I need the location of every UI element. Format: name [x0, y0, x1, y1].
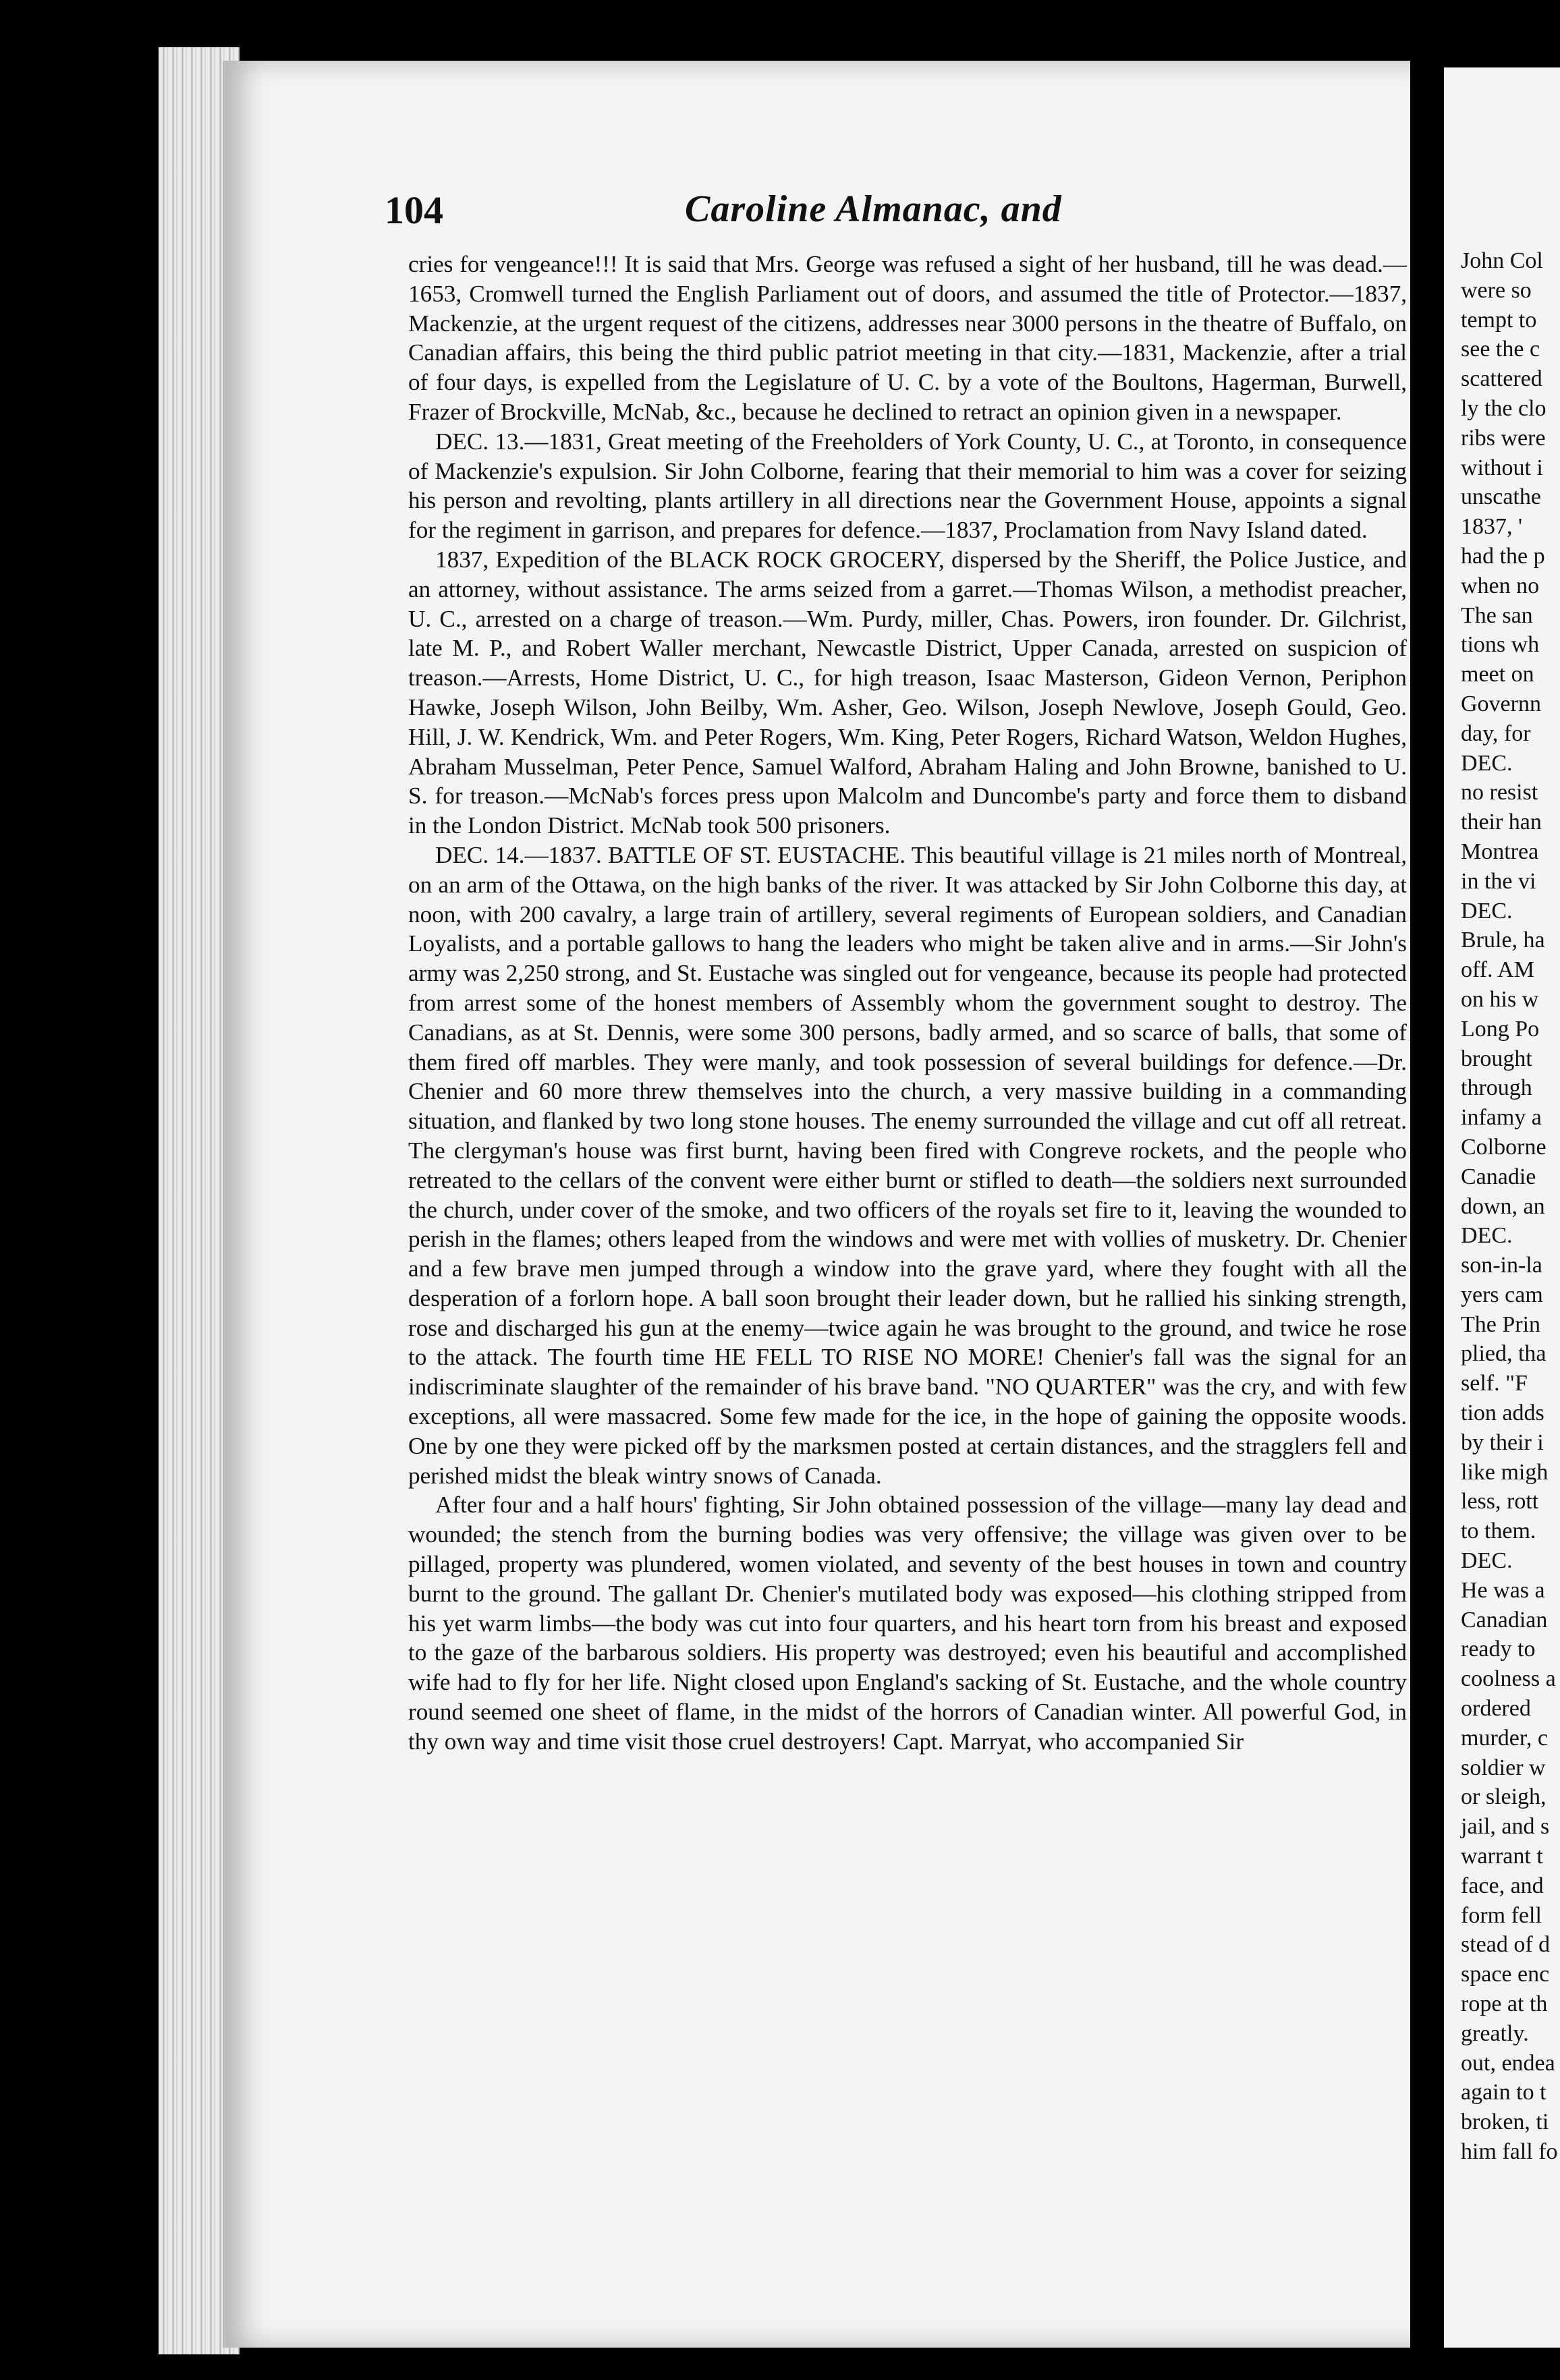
facing-page-line: to them. [1461, 1519, 1536, 1544]
page-header [385, 188, 1410, 242]
facing-page-line: down, an [1461, 1193, 1545, 1219]
facing-page-line: greatly. [1461, 2020, 1529, 2046]
facing-page-line: yers cam [1461, 1282, 1543, 1307]
facing-page-line: face, and [1461, 1873, 1544, 1898]
facing-page-line: jail, and s [1461, 1814, 1550, 1840]
facing-page-line: ready to [1461, 1637, 1536, 1662]
facing-page-line: brought [1461, 1046, 1532, 1071]
facing-page-line: DEC. [1461, 898, 1513, 924]
facing-page-line: on his w [1461, 986, 1539, 1012]
running-title: Caroline Almanac, and [685, 188, 1062, 230]
facing-page-line: ly the clo [1461, 395, 1547, 421]
facing-page-line: Canadian [1461, 1607, 1548, 1633]
facing-page-line: Governn [1461, 691, 1541, 716]
facing-page-line: less, rott [1461, 1489, 1539, 1514]
facing-page-line: plied, tha [1461, 1341, 1547, 1367]
facing-page-line: self. "F [1461, 1371, 1528, 1396]
facing-page-line: again to t [1461, 2080, 1547, 2105]
facing-page-line: 1837, ' [1461, 514, 1523, 540]
facing-page-line: when no [1461, 573, 1540, 598]
facing-page-line: tion adds [1461, 1400, 1544, 1426]
facing-page [1444, 67, 1560, 2348]
paragraph: After four and a half hours' fighting, Sir John obtained possession of the village—many lay dead and wounded; the stench from the burning bodies was very offensive; the village was given over to be pillaged, property was plundered, women violated, and seventy of the best houses in town and country burnt to the ground. The gallant Dr. Chenier's mutilated body was exposed—his clothing stripped from his yet warm limbs—the body was cut into four quarters, and his heart torn from his breast and exposed to the gaze of the barbarous soldiers. His property was destroyed; even his beautiful and accomplished wife had to fly for her life. Night closed upon England's sacking of St. Eustache, and the whole country round seemed one sheet of flame, in the midst of the horrors of Canadian winter. All powerful God, in thy own way and time visit those cruel destroyers! Capt. Marryat, who accompanied Sir [408, 1492, 1407, 1755]
paragraph: cries for vengeance!!! It is said that Mrs. George was refused a sight of her husband, till he was dead.—1653, Cromwell turned the English Parliament out of doors, and assumed the title of Protector.—1837, Mackenzie, at the urgent request of the citizens, addresses near 3000 persons in the theatre of Buffalo, on Canadian affairs, this being the third public patriot meeting in that city.—1831, Mackenzie, after a trial of four days, is expelled from the Legislature of U. C. by a vote of the Boultons, Hagerman, Burwell, Frazer of Brockville, McNab, &c., because he declined to retract an opinion given in a newspaper. [408, 251, 1407, 425]
paragraph: 1837, Expedition of the BLACK ROCK GROCERY, dispersed by the Sheriff, the Police Justice, and an attorney, without assistance. The arms seized from a garret.—Thomas Wilson, a methodist preacher, U. C., arrested on a charge of treason.—Wm. Purdy, miller, Chas. Powers, iron founder. Dr. Gilchrist, late M. P., and Robert Waller merchant, Newcastle District, Upper Canada, arrested on suspicion of treason.—Arrests, Home District, U. C., for high treason, Isaac Masterson, Gideon Vernon, Periphon Hawke, Joseph Wilson, John Beilby, Wm. Asher, Geo. Wilson, Joseph Newlove, Joseph Gould, Geo. Hill, J. W. Kendrick, Wm. and Peter Rogers, Wm. King, Peter Rogers, Richard Watson, Weldon Hughes, Abraham Musselman, Peter Pence, Samuel Walford, Abraham Haling and John Browne, banished to U. S. for treason.—McNab's forces press upon Malcolm and Duncombe's party and force them to disband in the London District. McNab took 500 prisoners. [408, 546, 1407, 839]
facing-page-line: The Prin [1461, 1311, 1541, 1337]
facing-page-line: were so [1461, 277, 1532, 303]
facing-page-line: stead of d [1461, 1932, 1551, 1958]
facing-page-line: Long Po [1461, 1016, 1540, 1042]
book-gutter [1410, 54, 1444, 2354]
facing-page-line: through [1461, 1075, 1532, 1101]
facing-page-line: space enc [1461, 1962, 1550, 1987]
paragraph: DEC. 13.—1831, Great meeting of the Freeholders of York County, U. C., at Toronto, in consequence of Mackenzie's expulsion. Sir John Colborne, fearing that their memorial to him was a cover for seizing his person and revolting, plants artillery in all directions near the Government House, appoints a signal for the regiment in garrison, and prepares for defence.—1837, Proclamation from Navy Island dated. [408, 428, 1407, 544]
body-text [408, 250, 1407, 1757]
facing-page-line: day, for [1461, 720, 1531, 746]
facing-page-line: meet on [1461, 662, 1534, 687]
facing-page-line: rope at th [1461, 1991, 1548, 2017]
facing-page-line: DEC. [1461, 1223, 1513, 1249]
page-number: 104 [385, 188, 443, 232]
paragraph: DEC. 14.—1837. BATTLE OF ST. EUSTACHE. This beautiful village is 21 miles north of Montreal, on an arm of the Ottawa, on the high banks of the river. It was attacked by Sir John Colborne this day, at noon, with 200 cavalry, a large train of artillery, several regiments of European soldiers, and Canadian Loyalists, and a portable gallows to hang the leaders who might be taken alive and in arms.—Sir John's army was 2,250 strong, and St. Eustache was singled out for vengeance, because its people had protected from arrest some of the honest members of Assembly whom the government sought to destroy. The Canadians, as at St. Dennis, were some 300 persons, badly armed, and so scarce of balls, that some of them fired off marbles. They were manly, and took possession of several buildings for defence.—Dr. Chenier and 60 more threw themselves into the church, a very massive building in a commanding situation, and flanked by two long stone houses. The enemy surrounded the village and cut off all retreat. The clergyman's house was first burnt, having been fired with Congreve rockets, and the people who retreated to the cellars of the convent were either burnt or stifled to death—the soldiers next surrounded the church, under cover of the smoke, and two officers of the royals set fire to it, leaving the wounded to perish in the flames; others leaped from the windows and were met with vollies of musketry. Dr. Chenier and a few brave men jumped through a window into the grave yard, where they fought with all the desperation of a forlorn hope. A ball soon brought their leader down, but he rallied his sinking strength, rose and discharged his gun at the enemy—twice again he was brought to the ground, and twice he rose to the attack. The fourth time HE FELL TO RISE NO MORE! Chenier's fall was the signal for an indiscriminate slaughter of the remainder of his brave band. "NO QUARTER" was the cry, and with few exceptions, all were massacred. Some few made for the ice, in the hope of gaining the opposite woods. One by one they were picked off by the marksmen posted at certain distances, and the stragglers fell and perished midst the bleak wintry snows of Canada. [408, 841, 1407, 1489]
facing-page-line: form fell [1461, 1902, 1542, 1928]
facing-page-line: son-in-la [1461, 1253, 1542, 1278]
facing-page-line: by their i [1461, 1429, 1544, 1455]
facing-page-line: out, endea [1461, 2050, 1555, 2076]
facing-page-line: ribs were [1461, 425, 1546, 451]
facing-page-line: without i [1461, 455, 1543, 480]
facing-page-line: DEC. [1461, 1548, 1513, 1574]
facing-page-line: or sleigh, [1461, 1784, 1547, 1810]
facing-page-line: unscathe [1461, 484, 1541, 510]
facing-page-line: ordered [1461, 1696, 1531, 1722]
facing-page-line: him fall fo [1461, 2139, 1558, 2164]
facing-page-line: Canadie [1461, 1164, 1536, 1189]
facing-page-line: He was a [1461, 1577, 1545, 1603]
facing-page-line: had the p [1461, 543, 1545, 569]
facing-page-line: John Col [1461, 248, 1543, 273]
facing-page-line: Colborne [1461, 1134, 1547, 1160]
facing-page-line: their han [1461, 810, 1542, 835]
facing-page-line: soldier w [1461, 1755, 1546, 1780]
facing-page-line: warrant t [1461, 1844, 1543, 1869]
facing-page-line: infamy a [1461, 1105, 1542, 1131]
facing-page-line: tions wh [1461, 632, 1540, 658]
facing-page-text [1461, 246, 1560, 2167]
facing-page-line: Montrea [1461, 839, 1539, 864]
facing-page-line: Brule, ha [1461, 928, 1545, 953]
facing-page-line: off. AM [1461, 957, 1534, 983]
facing-page-line: The san [1461, 602, 1533, 628]
facing-page-line: in the vi [1461, 868, 1536, 894]
facing-page-line: coolness a [1461, 1666, 1556, 1692]
facing-page-line: like migh [1461, 1459, 1549, 1485]
facing-page-line: tempt to [1461, 307, 1537, 333]
facing-page-line: DEC. [1461, 750, 1513, 776]
facing-page-line: scattered [1461, 366, 1542, 392]
facing-page-line: no resist [1461, 780, 1538, 805]
facing-page-line: see the c [1461, 337, 1540, 362]
facing-page-line: murder, c [1461, 1725, 1548, 1751]
facing-page-line: broken, ti [1461, 2109, 1549, 2135]
